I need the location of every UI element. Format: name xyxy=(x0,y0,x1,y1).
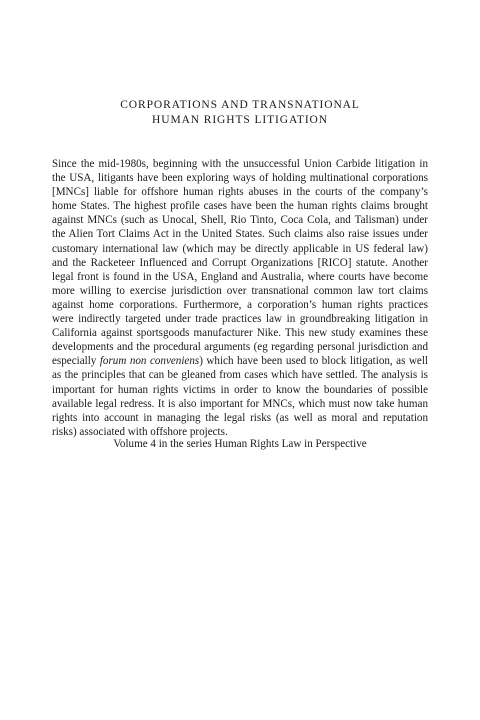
book-description xyxy=(52,157,428,439)
description-text-part-1: Since the mid-1980s, beginning with the unsuccessful Union Carbide litigation in the USA, litigants have been exploring ways of holding multinational corporations [MNCs] liable for offshore human rights abuses in the courts of the company’s home States. The highest profile cases have been the human rights claims brought against MNCs (such as Unocal, Shell, Rio Tinto, Coca Cola, and Talisman) under the Alien Tort Claims Act in the United States. Such claims also raise issues under customary international law (which may be directly applicable in US federal law) and the Racketeer Influenced and Corrupt Organizations [RICO] statute. Another legal front is found in the USA, England and Australia, where courts have become more willing to exercise jurisdiction over transnational common law tort claims against home corporations. Furthermore, a corporation’s human rights practices were indirectly targeted under trade practices law in groundbreaking litigation in California against sportsgoods manufacturer Nike. This new study examines these developments and the procedural arguments (eg regarding personal jurisdiction and especially xyxy=(52,158,428,368)
description-italic-term: forum non conveniens xyxy=(99,355,200,368)
book-title-line-2: HUMAN RIGHTS LITIGATION xyxy=(152,114,328,126)
book-title-heading xyxy=(0,98,480,128)
description-text-part-2: ) which have been used to block litigation, as well as the principles that can be gleaned from cases which have settled. The analysis is important for human rights victims in order to know the boundaries of possible available legal redress. It is also important for MNCs, which must now take human rights into account in managing the legal risks (as well as moral and reputation risks) associated with offshore projects. xyxy=(52,355,428,438)
book-title-line-1: CORPORATIONS AND TRANSNATIONAL xyxy=(120,99,360,111)
series-note: Volume 4 in the series Human Rights Law in Perspective xyxy=(113,438,367,450)
